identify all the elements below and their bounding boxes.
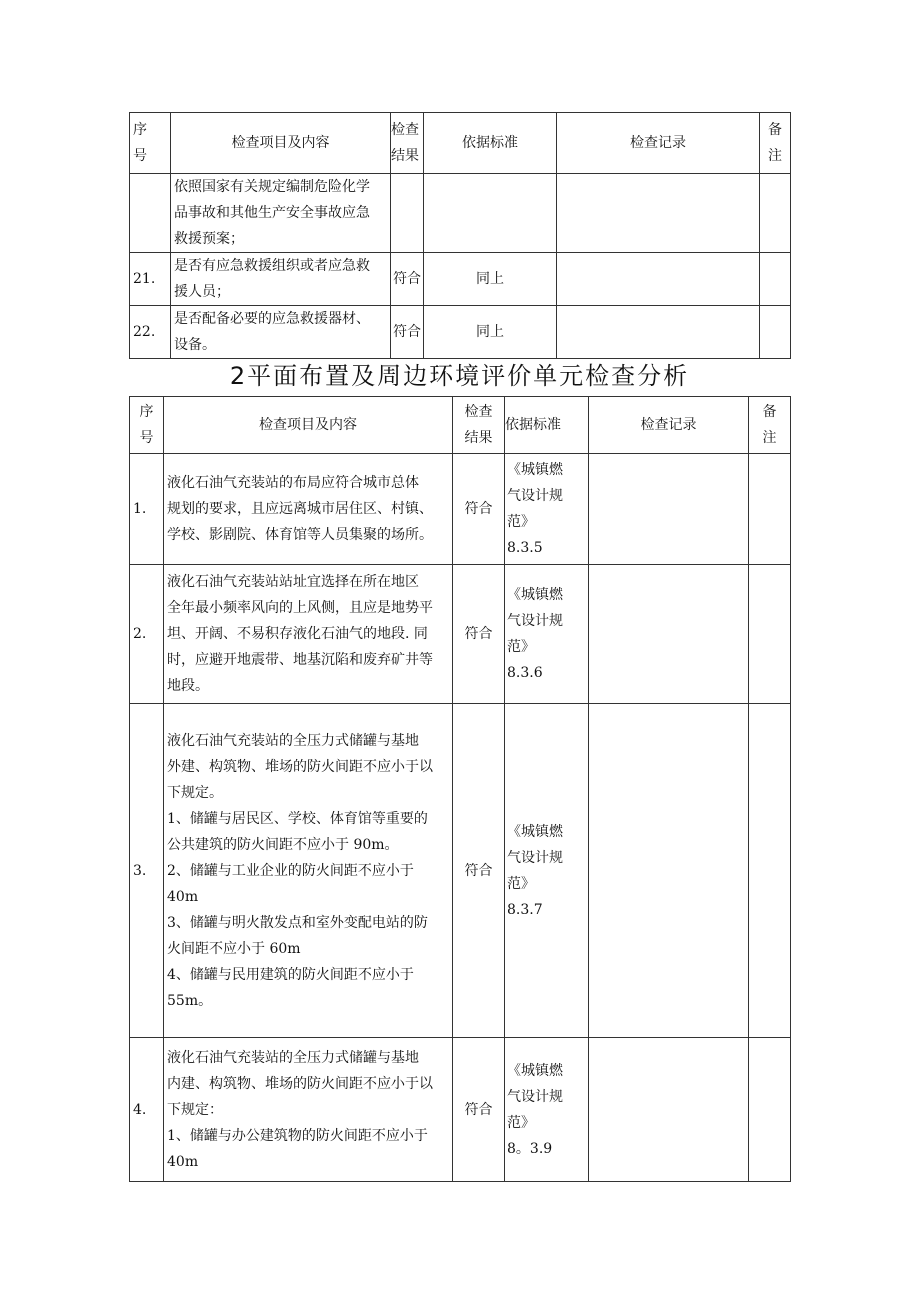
table-row — [130, 704, 791, 1038]
row-basis: 同上 — [424, 253, 557, 306]
table-row — [130, 1038, 791, 1182]
row-content: 液化石油气充装站的布局应符合城市总体 规划的要求，且应远离城市居住区、村镇、 学校、影剧院、体育馆等人员集聚的场所。 — [164, 454, 453, 565]
inspection-table-1 — [129, 112, 791, 359]
row-record — [557, 253, 760, 306]
row-basis: 《城镇燃 气设计规范》 8.3.5 — [505, 454, 589, 565]
header-seq: 序 号 — [130, 397, 164, 454]
table-header-row — [130, 113, 791, 174]
header-note: 备 注 — [749, 397, 791, 454]
row-note — [749, 454, 791, 565]
row-content: 液化石油气充装站站址宜选择在所在地区 全年最小频率风向的上风侧，且应是地势平 坦、开阔、不易积存液化石油气的地段. 同 时，应避开地震带、地基沉陷和废弃矿井等 地段。 — [164, 565, 453, 704]
row-result: 符合 — [391, 253, 424, 306]
row-result: 符合 — [453, 454, 505, 565]
header-content: 检查项目及内容 — [171, 113, 391, 174]
row-seq: 4. — [130, 1038, 164, 1182]
row-content: 是否有应急救援组织或者应急救 援人员； — [171, 253, 391, 306]
row-basis: 《城镇燃 气设计规范》 8.3.6 — [505, 565, 589, 704]
row-note — [749, 565, 791, 704]
row-record — [589, 565, 749, 704]
inspection-table-2 — [129, 396, 791, 1182]
row-result: 符合 — [453, 565, 505, 704]
header-record: 检查记录 — [589, 397, 749, 454]
row-content: 依照国家有关规定编制危险化学 品事故和其他生产安全事故应急 救援预案； — [171, 174, 391, 253]
row-basis: 《城镇燃 气设计规范》 8.3.7 — [505, 704, 589, 1038]
header-record: 检查记录 — [557, 113, 760, 174]
row-result: 符合 — [453, 704, 505, 1038]
header-seq: 序 号 — [130, 113, 171, 174]
row-seq: 3. — [130, 704, 164, 1038]
header-basis: 依据标准 — [424, 113, 557, 174]
table-header-row — [130, 397, 791, 454]
table-row — [130, 565, 791, 704]
row-result — [391, 174, 424, 253]
row-content: 是否配备必要的应急救援器材、 设备。 — [171, 306, 391, 359]
row-basis — [424, 174, 557, 253]
header-note: 备 注 — [760, 113, 791, 174]
row-content: 液化石油气充装站的全压力式储罐与基地 外建、构筑物、堆场的防火间距不应小于以 下规定。 1、储罐与居民区、学校、体育馆等重要的 公共建筑的防火间距不应小于 90m。 2、储罐与工业企业的防火间距不应小于 40m 3、储罐与明火散发点和室外变配电站的防 火间距不应小于 60m 4、储罐与民用建筑的防火间距不应小于 55m。 — [164, 704, 453, 1038]
row-seq: 1. — [130, 454, 164, 565]
table-row — [130, 174, 791, 253]
row-note — [749, 1038, 791, 1182]
table-row — [130, 306, 791, 359]
row-note — [760, 306, 791, 359]
row-seq: 2. — [130, 565, 164, 704]
row-result: 符合 — [453, 1038, 505, 1182]
row-note — [760, 253, 791, 306]
row-basis: 《城镇燃 气设计规范》 8。3.9 — [505, 1038, 589, 1182]
row-seq — [130, 174, 171, 253]
row-content: 液化石油气充装站的全压力式储罐与基地 内建、构筑物、堆场的防火间距不应小于以 下规定： 1、储罐与办公建筑物的防火间距不应小于 40m — [164, 1038, 453, 1182]
row-record — [589, 1038, 749, 1182]
section-title: 2平面布置及周边环境评价单元检查分析 — [229, 362, 690, 390]
row-result: 符合 — [391, 306, 424, 359]
row-seq: 21. — [130, 253, 171, 306]
table-row — [130, 454, 791, 565]
header-content: 检查项目及内容 — [164, 397, 453, 454]
row-basis: 同上 — [424, 306, 557, 359]
row-record — [557, 306, 760, 359]
header-basis: 依据标准 — [505, 397, 589, 454]
row-seq: 22. — [130, 306, 171, 359]
table-row — [130, 253, 791, 306]
row-note — [749, 704, 791, 1038]
row-record — [589, 704, 749, 1038]
row-note — [760, 174, 791, 253]
header-result: 检查 结果 — [391, 113, 424, 174]
header-result: 检查 结果 — [453, 397, 505, 454]
row-record — [557, 174, 760, 253]
row-record — [589, 454, 749, 565]
